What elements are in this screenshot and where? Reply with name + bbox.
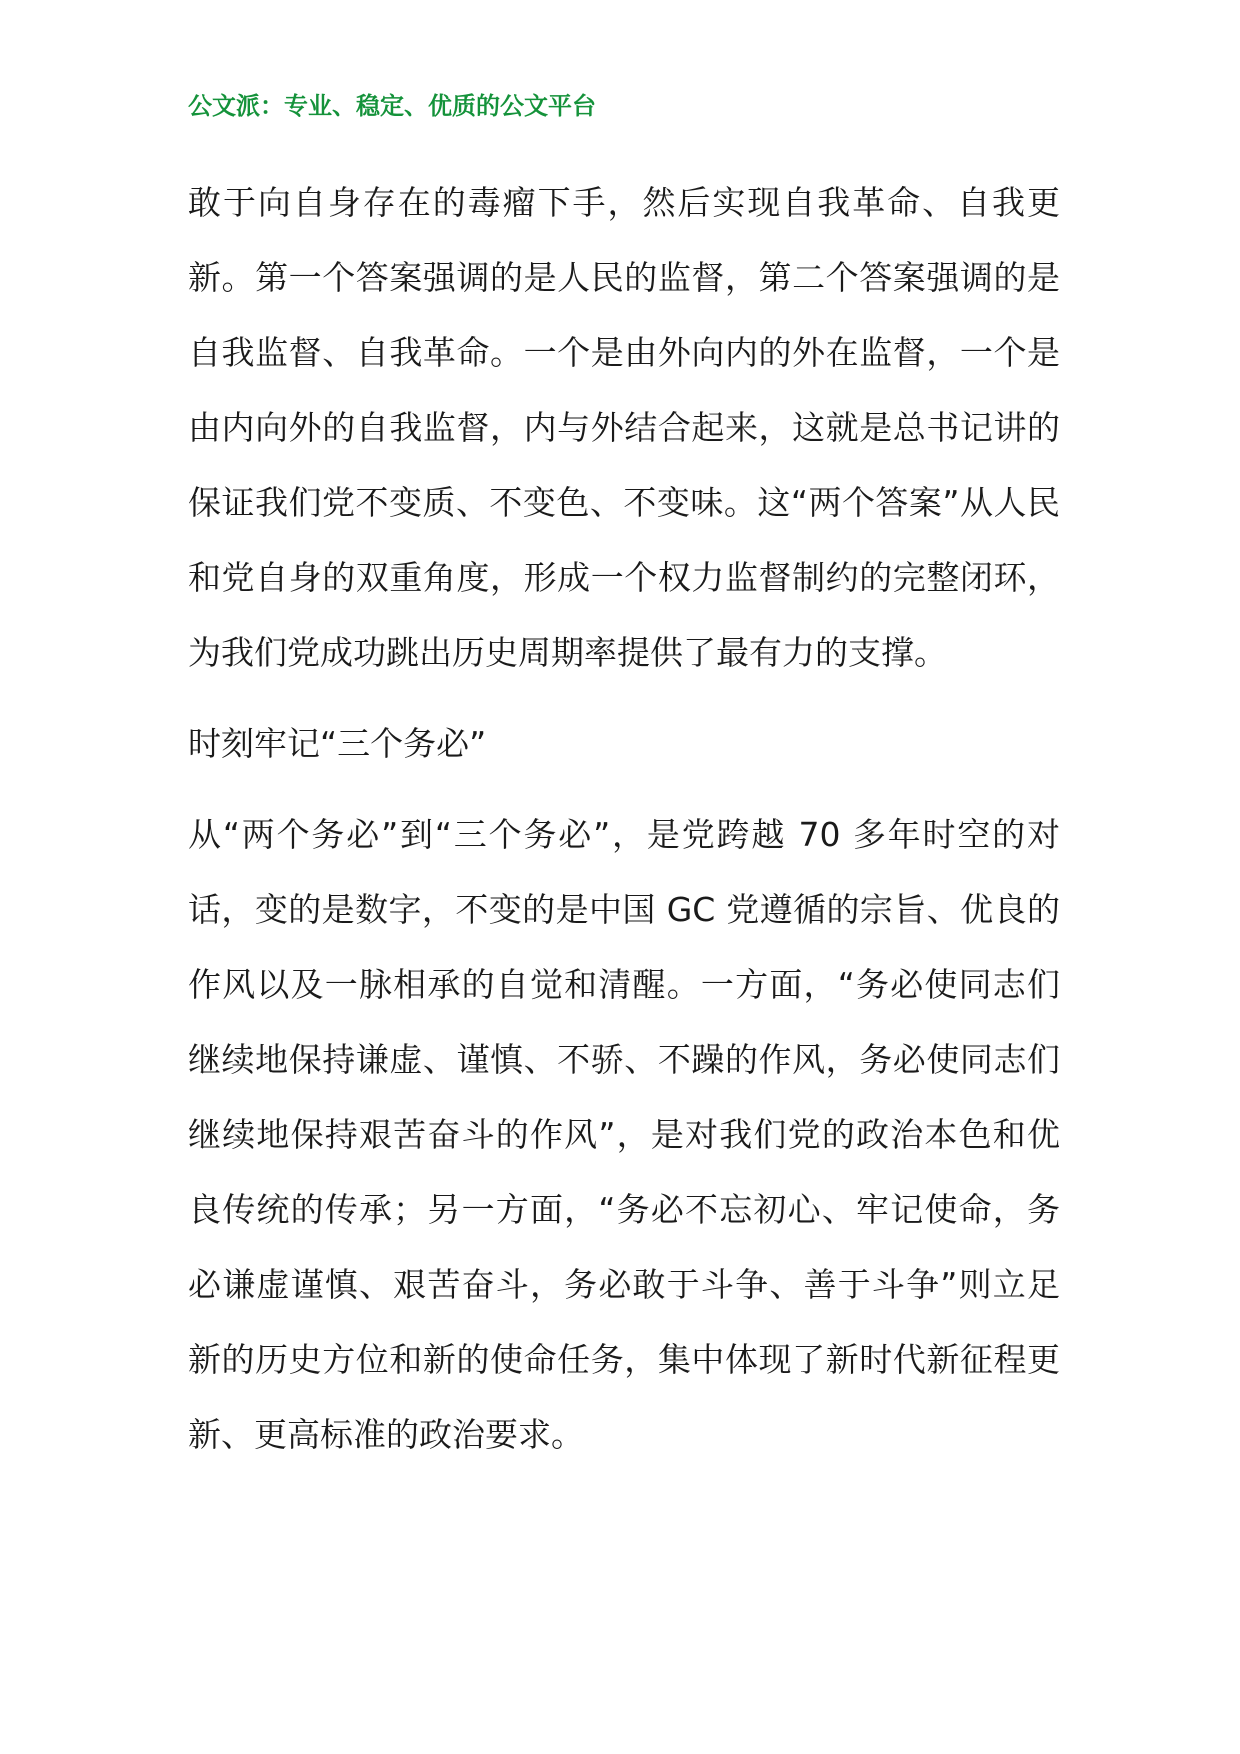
paragraph-three-musts: 从“两个务必”到“三个务必”，是党跨越 70 多年时空的对话，变的是数字，不变的是中国 GC 党遵循的宗旨、优良的作风以及一脉相承的自觉和清醒。一方面，“务必使同志们继续地保持谦虚、谨慎、不骄、不躁的作风，务必使同志们继续地保持艰苦奋斗的作风”，是对我们党的政治本色和优良传统的传承；另一方面，“务必不忘初心、牢记使命，务必谦虚谨慎、艰苦奋斗，务必敢于斗争、善于斗争”则立足新的历史方位和新的使命任务，集中体现了新时代新征程更新、更高标准的政治要求。 bbox=[188, 815, 1060, 1454]
paragraph-answers: 敢于向自身存在的毒瘤下手，然后实现自我革命、自我更新。第一个答案强调的是人民的监督，第二个答案强调的是自我监督、自我革命。一个是由外向内的外在监督，一个是由内向外的自我监督，内与外结合起来，这就是总书记讲的保证我们党不变质、不变色、不变味。这“两个答案”从人民和党自身的双重角度，形成一个权力监督制约的完整闭环，为我们党成功跳出历史周期率提供了最有力的支撑。 bbox=[188, 183, 1060, 672]
section-heading: 时刻牢记“三个务必” bbox=[188, 724, 487, 763]
site-header-title: 公文派：专业、稳定、优质的公文平台 bbox=[188, 92, 596, 120]
document-body bbox=[188, 165, 1060, 1472]
